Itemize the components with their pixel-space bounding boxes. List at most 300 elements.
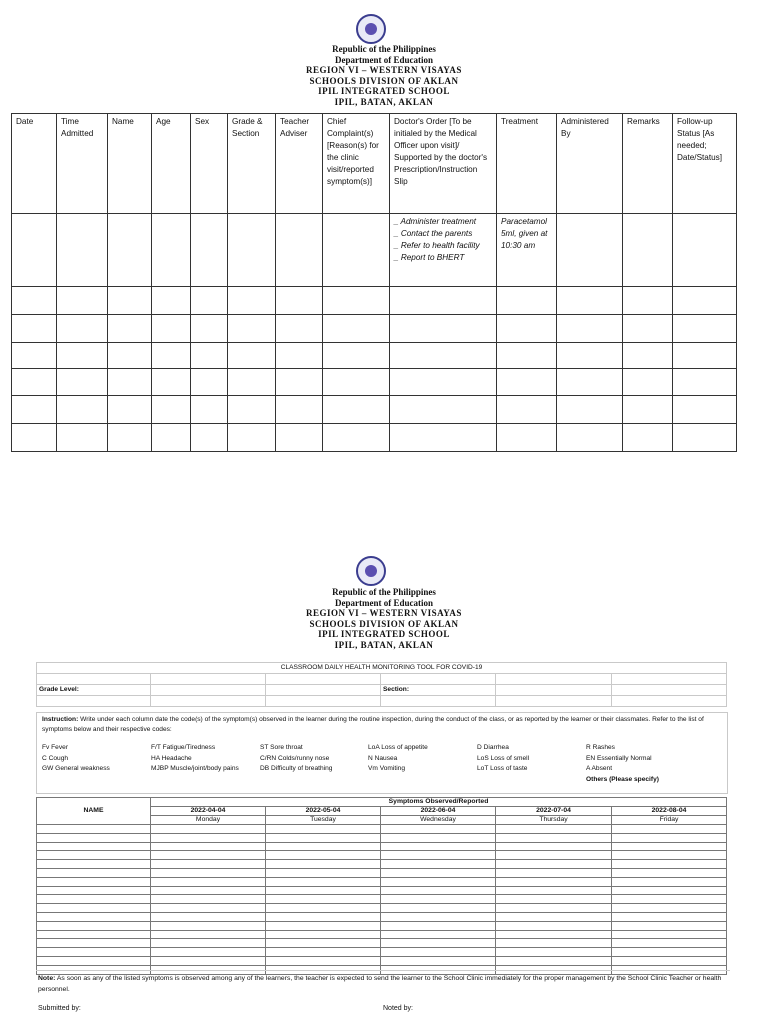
- col-header-grade-section: Grade & Section: [228, 114, 276, 214]
- cell[interactable]: [497, 369, 557, 396]
- symptom-cell[interactable]: [496, 939, 612, 948]
- cell[interactable]: [12, 315, 57, 343]
- symptom-cell[interactable]: [496, 833, 612, 842]
- code-vomiting: Vm Vomiting: [368, 765, 406, 772]
- cell[interactable]: [152, 315, 191, 343]
- letterhead-region: REGION VI – WESTERN VISAYAS: [306, 608, 462, 618]
- symptom-cell[interactable]: [151, 842, 266, 851]
- cell[interactable]: [108, 343, 152, 369]
- letterhead-school: IPIL INTEGRATED SCHOOL: [318, 86, 450, 96]
- symptom-cell[interactable]: [612, 921, 727, 930]
- clinic-row: [12, 396, 737, 424]
- cell[interactable]: [191, 396, 228, 424]
- symptom-cell[interactable]: [381, 895, 496, 904]
- section-field[interactable]: [496, 685, 612, 696]
- symptom-cell[interactable]: [266, 956, 381, 965]
- cell[interactable]: [12, 424, 57, 452]
- option-refer-health-facility[interactable]: _ Refer to health facility: [394, 241, 480, 250]
- symptom-codes-col-6: [586, 743, 659, 785]
- cell[interactable]: [323, 424, 390, 452]
- clinic-row: [12, 315, 737, 343]
- symptom-cell[interactable]: [381, 825, 496, 834]
- cell[interactable]: [390, 343, 497, 369]
- student-name-cell[interactable]: [37, 948, 151, 957]
- student-name-cell[interactable]: [37, 842, 151, 851]
- option-report-bhert[interactable]: _ Report to BHERT: [394, 253, 465, 262]
- cell[interactable]: [623, 315, 673, 343]
- symptom-cell[interactable]: [612, 930, 727, 939]
- symptom-cell[interactable]: [496, 860, 612, 869]
- student-row: [37, 939, 727, 948]
- cell[interactable]: [191, 424, 228, 452]
- symptom-cell[interactable]: [381, 886, 496, 895]
- cell[interactable]: [323, 214, 390, 287]
- day-wednesday: Wednesday: [381, 816, 496, 825]
- monitoring-title: CLASSROOM DAILY HEALTH MONITORING TOOL FOR COVID-19: [37, 663, 727, 674]
- symptom-cell[interactable]: [496, 868, 612, 877]
- cell[interactable]: [497, 315, 557, 343]
- symptom-cell[interactable]: [266, 860, 381, 869]
- cell: [151, 696, 266, 707]
- symptom-cell[interactable]: [266, 877, 381, 886]
- cell[interactable]: [152, 214, 191, 287]
- symptom-cell[interactable]: [151, 860, 266, 869]
- cell[interactable]: [557, 343, 623, 369]
- clinic-log-table: [11, 113, 737, 452]
- symptom-cell[interactable]: [381, 851, 496, 860]
- symptom-cell[interactable]: [266, 921, 381, 930]
- date-monday: 2022-04-04: [151, 807, 266, 816]
- cell[interactable]: [623, 396, 673, 424]
- noted-by-label: Noted by:: [383, 1005, 413, 1012]
- cell[interactable]: [228, 424, 276, 452]
- cell: [612, 696, 727, 707]
- code-headache: HA Headache: [151, 754, 192, 762]
- student-name-cell[interactable]: [37, 860, 151, 869]
- letterhead-address: IPIL, BATAN, AKLAN: [334, 96, 434, 107]
- cell[interactable]: [323, 287, 390, 315]
- symptom-cell[interactable]: [266, 868, 381, 877]
- cell: [37, 696, 151, 707]
- symptom-codes-col-2: [151, 743, 239, 775]
- cell[interactable]: [57, 343, 108, 369]
- deped-seal-logo: [356, 14, 386, 44]
- clinic-row: [12, 369, 737, 396]
- symptom-cell[interactable]: [266, 825, 381, 834]
- student-name-cell[interactable]: [37, 851, 151, 860]
- symptom-cell[interactable]: [612, 956, 727, 965]
- cell[interactable]: [191, 343, 228, 369]
- symptom-cell[interactable]: [381, 939, 496, 948]
- student-name-cell[interactable]: [37, 895, 151, 904]
- cell[interactable]: [390, 315, 497, 343]
- symptom-cell[interactable]: [266, 895, 381, 904]
- symptom-codes-col-1: [42, 743, 110, 775]
- cell[interactable]: [108, 214, 152, 287]
- day-thursday: Thursday: [496, 816, 612, 825]
- cell[interactable]: [623, 343, 673, 369]
- code-difficulty-breathing: DB Difficulty of breathing: [260, 765, 333, 772]
- cell[interactable]: [390, 396, 497, 424]
- symptom-cell[interactable]: [612, 895, 727, 904]
- cell[interactable]: [557, 287, 623, 315]
- student-row: [37, 930, 727, 939]
- section-label: Section:: [381, 685, 496, 696]
- cell[interactable]: [152, 343, 191, 369]
- symptom-cell[interactable]: [381, 877, 496, 886]
- cell[interactable]: [57, 287, 108, 315]
- symptom-cell[interactable]: [266, 930, 381, 939]
- symptom-cell[interactable]: [151, 825, 266, 834]
- symptom-cell[interactable]: [266, 912, 381, 921]
- date-thursday: 2022-07-04: [496, 807, 612, 816]
- cell[interactable]: [57, 315, 108, 343]
- cell[interactable]: [497, 396, 557, 424]
- cell[interactable]: [623, 214, 673, 287]
- cell[interactable]: [12, 343, 57, 369]
- cell[interactable]: [557, 396, 623, 424]
- cell[interactable]: [12, 396, 57, 424]
- clinic-row: [12, 343, 737, 369]
- symptom-cell[interactable]: [612, 886, 727, 895]
- symptom-cell[interactable]: [496, 886, 612, 895]
- code-absent: A Absent: [586, 765, 613, 772]
- day-tuesday: Tuesday: [266, 816, 381, 825]
- symptom-cell[interactable]: [151, 886, 266, 895]
- symptom-cell[interactable]: [266, 904, 381, 913]
- student-row: [37, 851, 727, 860]
- symptom-cell[interactable]: [496, 956, 612, 965]
- student-name-cell[interactable]: [37, 921, 151, 930]
- code-cough: C Cough: [42, 754, 69, 762]
- student-name-cell[interactable]: [37, 939, 151, 948]
- date-friday: 2022-08-04: [612, 807, 727, 816]
- symptoms-table: [36, 797, 727, 975]
- code-fever: Fv Fever: [42, 744, 69, 751]
- note: [36, 970, 730, 997]
- symptom-cell[interactable]: [381, 842, 496, 851]
- cell[interactable]: [673, 369, 737, 396]
- symptom-cell[interactable]: [496, 851, 612, 860]
- cell: [266, 685, 381, 696]
- cell[interactable]: [276, 315, 323, 343]
- cell[interactable]: [108, 315, 152, 343]
- symptom-cell[interactable]: [496, 895, 612, 904]
- symptom-cell[interactable]: [151, 912, 266, 921]
- cell[interactable]: [390, 287, 497, 315]
- symptom-cell[interactable]: [151, 851, 266, 860]
- symptom-cell[interactable]: [381, 868, 496, 877]
- cell: [151, 674, 266, 685]
- symptom-cell[interactable]: [612, 825, 727, 834]
- cell[interactable]: [57, 214, 108, 287]
- student-name-cell[interactable]: [37, 904, 151, 913]
- cell[interactable]: [276, 424, 323, 452]
- col-header-time-admitted: Time Admitted: [57, 114, 108, 214]
- cell[interactable]: [228, 287, 276, 315]
- symptom-cell[interactable]: [496, 904, 612, 913]
- cell: [612, 685, 727, 696]
- symptom-cell[interactable]: [151, 956, 266, 965]
- student-name-cell[interactable]: [37, 877, 151, 886]
- col-header-follow-up: Follow-up Status [As needed; Date/Status]: [673, 114, 737, 214]
- code-loss-smell: LoS Loss of smell: [477, 754, 530, 762]
- student-row: [37, 895, 727, 904]
- cell[interactable]: [12, 369, 57, 396]
- cell[interactable]: [673, 396, 737, 424]
- instruction: [37, 713, 727, 736]
- symptom-cell[interactable]: [612, 868, 727, 877]
- letterhead: [0, 44, 768, 107]
- symptom-cell[interactable]: [381, 833, 496, 842]
- cell: [612, 674, 727, 685]
- name-header: NAME: [37, 798, 151, 825]
- symptom-cell[interactable]: [381, 921, 496, 930]
- col-header-remarks: Remarks: [623, 114, 673, 214]
- symptoms-rows: [37, 825, 727, 975]
- cell[interactable]: [497, 287, 557, 315]
- code-loss-taste: LoT Loss of taste: [477, 765, 528, 772]
- cell[interactable]: [323, 369, 390, 396]
- cell[interactable]: [276, 369, 323, 396]
- cell[interactable]: [228, 315, 276, 343]
- symptom-cell[interactable]: [151, 877, 266, 886]
- cell[interactable]: [228, 396, 276, 424]
- student-row: [37, 877, 727, 886]
- col-header-chief-complaint: Chief Complaint(s) [Reason(s) for the clinic visit/reported symptom(s)]: [323, 114, 390, 214]
- cell: [266, 674, 381, 685]
- symptom-cell[interactable]: [151, 930, 266, 939]
- symptom-cell[interactable]: [612, 877, 727, 886]
- symptom-cell[interactable]: [612, 948, 727, 957]
- symptom-cell[interactable]: [381, 948, 496, 957]
- letterhead-department: Department of Education: [335, 54, 433, 65]
- cell[interactable]: [152, 424, 191, 452]
- cell[interactable]: [673, 315, 737, 343]
- symptom-cell[interactable]: [496, 930, 612, 939]
- code-others: Others (Please specify): [586, 775, 659, 783]
- cell[interactable]: [323, 315, 390, 343]
- student-row: [37, 956, 727, 965]
- treatment-example[interactable]: Paracetamol 5ml, given at 10:30 am: [497, 214, 557, 287]
- student-name-cell[interactable]: [37, 825, 151, 834]
- student-row: [37, 860, 727, 869]
- symptom-cell[interactable]: [151, 939, 266, 948]
- symptom-cell[interactable]: [151, 921, 266, 930]
- cell[interactable]: [191, 287, 228, 315]
- cell: [381, 696, 496, 707]
- symptom-cell[interactable]: [496, 825, 612, 834]
- doctors-order-options[interactable]: [390, 214, 497, 287]
- symptom-cell[interactable]: [381, 904, 496, 913]
- symptom-cell[interactable]: [612, 860, 727, 869]
- monitoring-header-grid: [36, 662, 727, 707]
- symptom-cell[interactable]: [496, 912, 612, 921]
- submitted-by-label: Submitted by:: [38, 1005, 81, 1012]
- note-text: As soon as any of the listed symptoms is observed among any of the learners, the teacher is expected to send the learner to the School Clinic immediately for the proper management by the School Clinic Teacher or health personnel.: [38, 975, 722, 993]
- cell[interactable]: [623, 287, 673, 315]
- cell[interactable]: [557, 214, 623, 287]
- symptom-cell[interactable]: [496, 842, 612, 851]
- letterhead-school: IPIL INTEGRATED SCHOOL: [318, 629, 450, 639]
- cell[interactable]: [57, 424, 108, 452]
- symptom-cell[interactable]: [151, 948, 266, 957]
- student-name-cell[interactable]: [37, 912, 151, 921]
- cell[interactable]: [276, 343, 323, 369]
- col-header-administered-by: Administered By: [557, 114, 623, 214]
- symptom-codes-col-3: [260, 743, 332, 775]
- symptom-cell[interactable]: [381, 860, 496, 869]
- symptom-cell[interactable]: [612, 912, 727, 921]
- cell[interactable]: [673, 343, 737, 369]
- cell[interactable]: [557, 424, 623, 452]
- cell[interactable]: [228, 369, 276, 396]
- cell[interactable]: [152, 287, 191, 315]
- grade-level-field[interactable]: [151, 685, 266, 696]
- symptom-cell[interactable]: [266, 833, 381, 842]
- cell[interactable]: [390, 369, 497, 396]
- student-name-cell[interactable]: [37, 930, 151, 939]
- cell: [37, 674, 151, 685]
- cell[interactable]: [108, 287, 152, 315]
- option-contact-parents[interactable]: _ Contact the parents: [394, 229, 473, 238]
- code-diarrhea: D Diarrhea: [477, 744, 509, 751]
- code-muscle-pains: MJBP Muscle/joint/body pains: [151, 765, 239, 772]
- cell[interactable]: [673, 214, 737, 287]
- cell[interactable]: [276, 287, 323, 315]
- code-general-weakness: GW General weakness: [42, 765, 110, 772]
- letterhead: [0, 587, 768, 650]
- deped-seal-logo: [356, 556, 386, 586]
- day-monday: Monday: [151, 816, 266, 825]
- cell[interactable]: [276, 396, 323, 424]
- col-header-doctors-order: Doctor's Order [To be initialed by the Medical Officer upon visit]/ Supported by the doctor's Prescription/Instruction Slip: [390, 114, 497, 214]
- student-name-cell[interactable]: [37, 956, 151, 965]
- cell[interactable]: [108, 424, 152, 452]
- col-header-name: Name: [108, 114, 152, 214]
- day-friday: Friday: [612, 816, 727, 825]
- option-administer-treatment[interactable]: _ Administer treatment: [394, 217, 477, 226]
- symptom-codes-col-4: [368, 743, 428, 775]
- student-name-cell[interactable]: [37, 886, 151, 895]
- note-label: Note:: [38, 975, 56, 982]
- cell[interactable]: [191, 315, 228, 343]
- symptom-cell[interactable]: [151, 895, 266, 904]
- symptom-cell[interactable]: [266, 948, 381, 957]
- student-row: [37, 921, 727, 930]
- student-row: [37, 904, 727, 913]
- cell[interactable]: [557, 315, 623, 343]
- code-loss-appetite: LoA Loss of appetite: [368, 744, 428, 751]
- cell[interactable]: [108, 369, 152, 396]
- cell[interactable]: [323, 343, 390, 369]
- cell[interactable]: [673, 287, 737, 315]
- symptom-cell[interactable]: [151, 868, 266, 877]
- clinic-row: [12, 424, 737, 452]
- cell[interactable]: [390, 424, 497, 452]
- student-name-cell[interactable]: [37, 868, 151, 877]
- cell[interactable]: [557, 369, 623, 396]
- cell: [496, 696, 612, 707]
- symptom-cell[interactable]: [151, 833, 266, 842]
- cell[interactable]: [497, 343, 557, 369]
- cell[interactable]: [623, 424, 673, 452]
- col-header-teacher-adviser: Teacher Adviser: [276, 114, 323, 214]
- symptom-cell[interactable]: [612, 904, 727, 913]
- student-row: [37, 825, 727, 834]
- symptom-cell[interactable]: [151, 904, 266, 913]
- cell[interactable]: [191, 369, 228, 396]
- symptom-cell[interactable]: [381, 930, 496, 939]
- cell[interactable]: [57, 369, 108, 396]
- symptom-cell[interactable]: [612, 939, 727, 948]
- instruction-text: Write under each column date the code(s) of the symptom(s) observed in the learner during the routine inspection, during the conduct of the class, or as reported by the learner or their classmates. Refer to the list of symptoms below and their respective codes:: [42, 716, 704, 733]
- cell[interactable]: [228, 214, 276, 287]
- clinic-row: [12, 287, 737, 315]
- letterhead-division: SCHOOLS DIVISION OF AKLAN: [309, 75, 459, 86]
- symptom-cell[interactable]: [612, 851, 727, 860]
- cell[interactable]: [12, 214, 57, 287]
- grade-level-label: Grade Level:: [37, 685, 151, 696]
- instruction-label: Instruction:: [42, 716, 79, 723]
- cell[interactable]: [497, 424, 557, 452]
- code-nausea: N Nausea: [368, 754, 398, 762]
- code-colds: C/RN Colds/runny nose: [260, 754, 330, 762]
- cell[interactable]: [323, 396, 390, 424]
- student-row: [37, 948, 727, 957]
- symptom-cell[interactable]: [612, 842, 727, 851]
- cell[interactable]: [152, 369, 191, 396]
- cell[interactable]: [673, 424, 737, 452]
- cell: [266, 696, 381, 707]
- date-wednesday: 2022-06-04: [381, 807, 496, 816]
- cell[interactable]: [191, 214, 228, 287]
- code-sore-throat: ST Sore throat: [260, 744, 303, 751]
- student-name-cell[interactable]: [37, 833, 151, 842]
- symptom-cell[interactable]: [381, 956, 496, 965]
- cell[interactable]: [623, 369, 673, 396]
- student-row: [37, 833, 727, 842]
- symptom-cell[interactable]: [266, 842, 381, 851]
- letterhead-republic: Republic of the Philippines: [332, 44, 436, 54]
- cell[interactable]: [228, 343, 276, 369]
- cell[interactable]: [108, 396, 152, 424]
- symptom-cell[interactable]: [266, 886, 381, 895]
- symptom-cell[interactable]: [266, 939, 381, 948]
- col-header-age: Age: [152, 114, 191, 214]
- student-row: [37, 886, 727, 895]
- symptom-cell[interactable]: [266, 851, 381, 860]
- cell[interactable]: [276, 214, 323, 287]
- symptom-codes-col-5: [477, 743, 529, 775]
- cell[interactable]: [12, 287, 57, 315]
- symptom-cell[interactable]: [612, 833, 727, 842]
- symptom-cell[interactable]: [381, 912, 496, 921]
- letterhead-department: Department of Education: [335, 597, 433, 608]
- cell[interactable]: [57, 396, 108, 424]
- symptom-cell[interactable]: [496, 921, 612, 930]
- cell[interactable]: [152, 396, 191, 424]
- col-header-date: Date: [12, 114, 57, 214]
- symptom-cell[interactable]: [496, 948, 612, 957]
- symptom-cell[interactable]: [496, 877, 612, 886]
- letterhead-republic: Republic of the Philippines: [332, 587, 436, 597]
- student-row: [37, 912, 727, 921]
- code-fatigue: F/T Fatigue/Tiredness: [151, 744, 216, 751]
- student-row: [37, 842, 727, 851]
- cell: [381, 674, 496, 685]
- letterhead-division: SCHOOLS DIVISION OF AKLAN: [309, 618, 459, 629]
